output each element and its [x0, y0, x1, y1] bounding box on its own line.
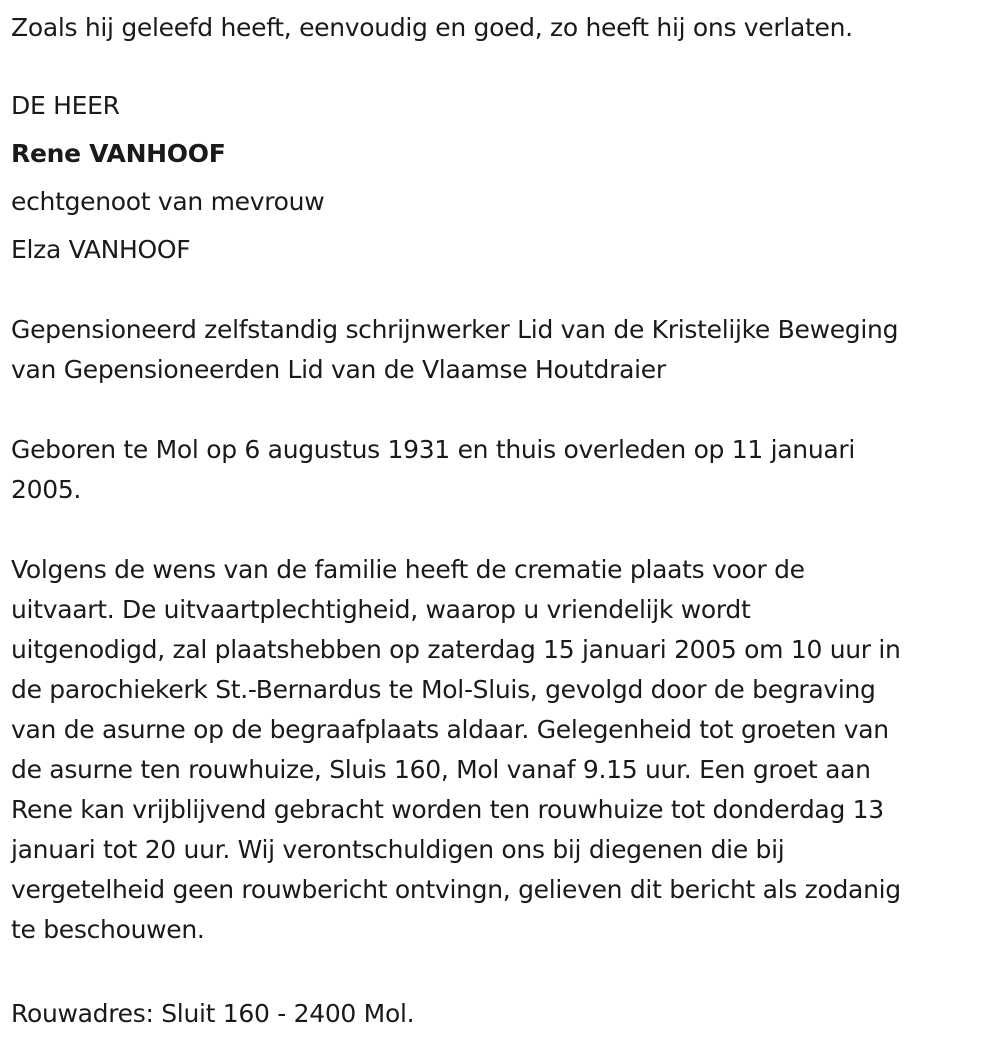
funeral-line: vergetelheid geen rouwbericht ontvingn, gelieven dit bericht als zodanig	[11, 875, 901, 904]
funeral-line: van de asurne op de begraafplaats aldaar. Gelegenheid tot groeten van	[11, 715, 889, 744]
funeral-line: Rene kan vrijblijvend gebracht worden ten rouwhuize tot donderdag 13	[11, 795, 884, 824]
mourning-address: Rouwadres: Sluit 160 - 2400 Mol.	[11, 999, 415, 1028]
occupation-line: van Gepensioneerden Lid van de Vlaamse Houtdraier	[11, 355, 666, 384]
funeral-line: te beschouwen.	[11, 915, 205, 944]
birth-death-line: 2005.	[11, 475, 82, 504]
honorific-title: DE HEER	[11, 91, 120, 120]
funeral-line: januari tot 20 uur. Wij verontschuldigen ons bij diegenen die bij	[11, 835, 785, 864]
funeral-line: uitvaart. De uitvaartplechtigheid, waarop u vriendelijk wordt	[11, 595, 751, 624]
funeral-line: de parochiekerk St.-Bernardus te Mol-Sluis, gevolgd door de begraving	[11, 675, 876, 704]
opening-quote: Zoals hij geleefd heeft, eenvoudig en goed, zo heeft hij ons verlaten.	[11, 13, 853, 42]
funeral-paragraph	[11, 550, 986, 950]
funeral-line: de asurne ten rouwhuize, Sluis 160, Mol vanaf 9.15 uur. Een groet aan	[11, 755, 871, 784]
occupation-line: Gepensioneerd zelfstandig schrijnwerker Lid van de Kristelijke Beweging	[11, 315, 899, 344]
birth-death-paragraph	[11, 430, 986, 510]
occupation-paragraph	[11, 310, 986, 390]
spouse-label: echtgenoot van mevrouw	[11, 187, 325, 216]
funeral-line: uitgenodigd, zal plaatshebben op zaterdag 15 januari 2005 om 10 uur in	[11, 635, 901, 664]
birth-death-line: Geboren te Mol op 6 augustus 1931 en thuis overleden op 11 januari	[11, 435, 856, 464]
spouse-name: Elza VANHOOF	[11, 235, 191, 264]
funeral-line: Volgens de wens van de familie heeft de crematie plaats voor de	[11, 555, 805, 584]
deceased-name: Rene VANHOOF	[11, 139, 226, 168]
